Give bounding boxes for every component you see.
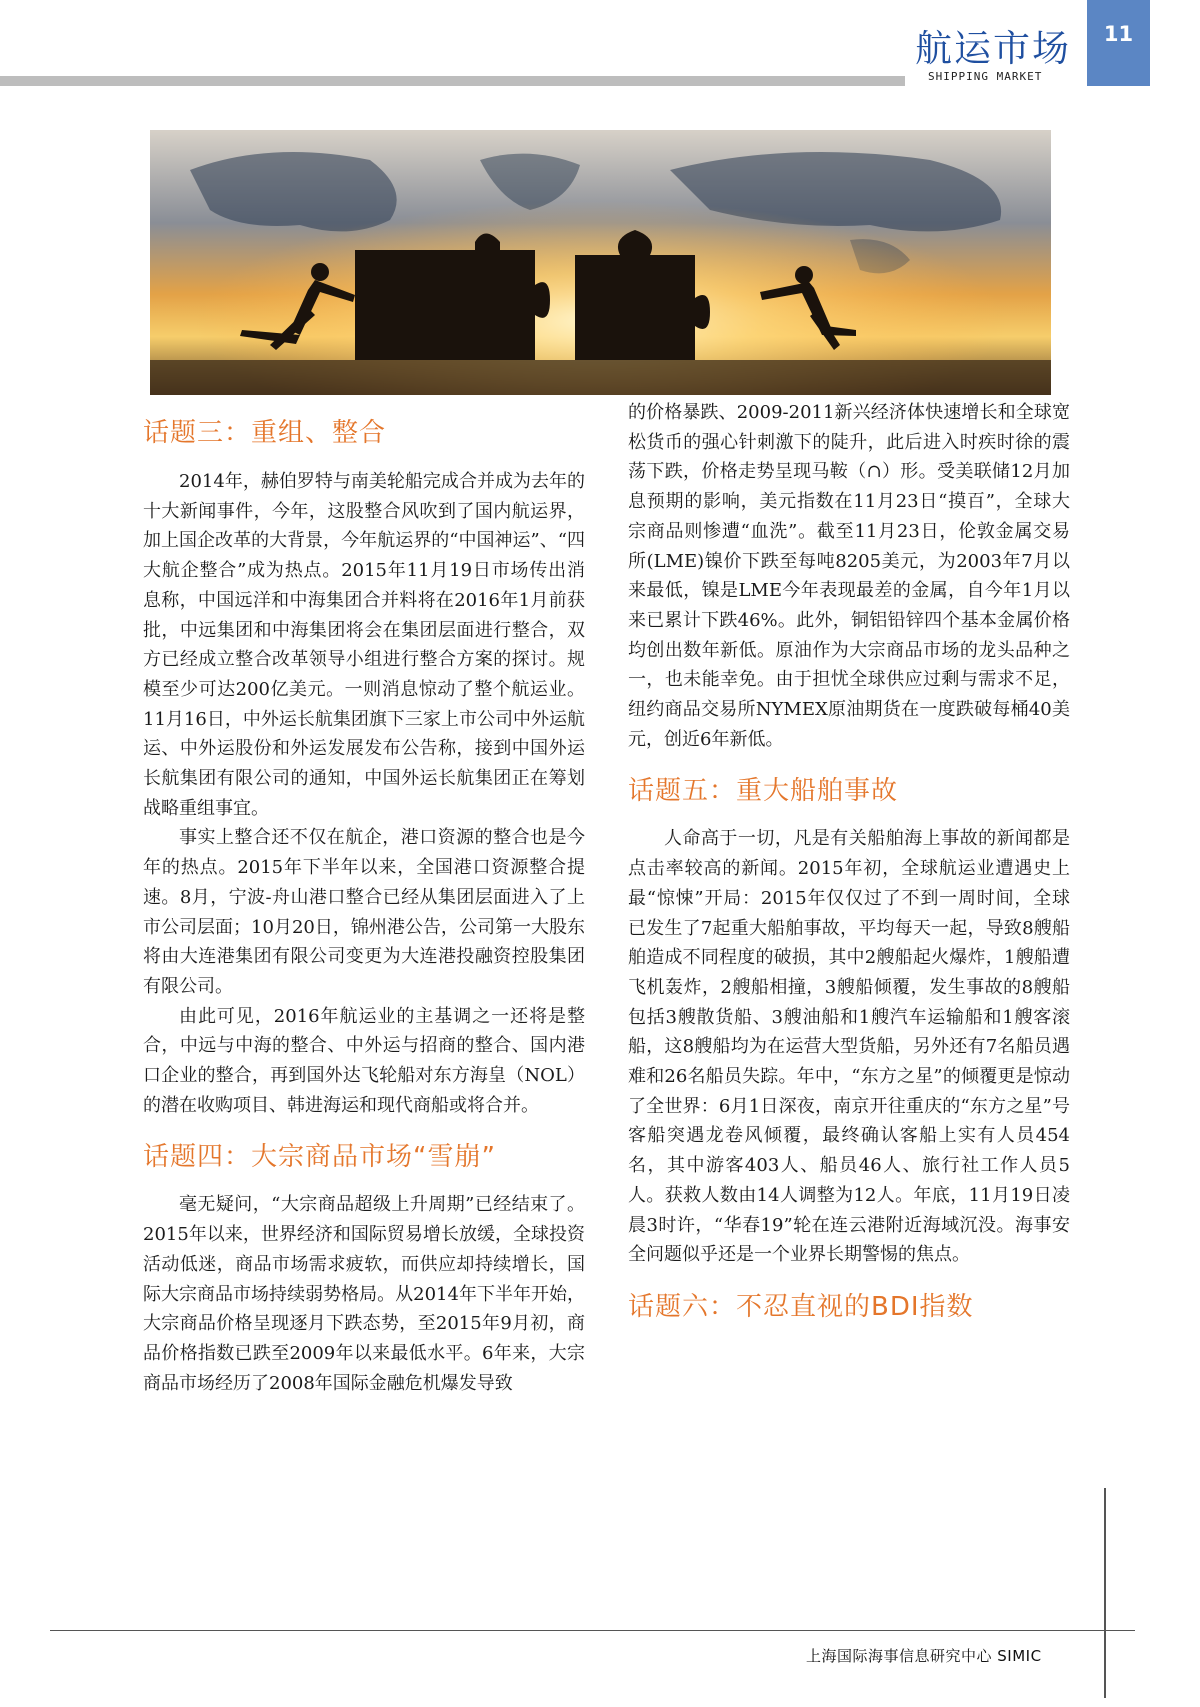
page-number-badge: 11 <box>1087 0 1150 86</box>
header-rule <box>0 76 905 86</box>
topic3-paragraph: 事实上整合还不仅在航企，港口资源的整合也是今年的热点。2015年下半年以来，全国港口资源整合提速。8月，宁波-舟山港口整合已经从集团层面进入了上市公司层面；10月20日，锦州港公告，公司第一大股东将由大连港集团有限公司变更为大连港投融资控股集团有限公司。 <box>143 827 585 997</box>
hero-image <box>150 130 1051 395</box>
topic5-paragraph: 人命高于一切，凡是有关船舶海上事故的新闻都是点击率较高的新闻。2015年初，全球航运业遭遇史上最“惊悚”开局：2015年仅仅过了不到一周时间，全球已发生了7起重大船舶事故，平均每天一起，导致8艘船舶造成不同程度的破损，其中2艘船起火爆炸，1艘船遭飞机轰炸，2艘船相撞，3艘船倾覆，发生事故的8艘船包括3艘散货船、3艘油船和1艘汽车运输船和1艘客滚船，这8艘船均为在运营大型货船，另外还有7名船员遇难和26名船员失踪。年中，“东方之星”的倾覆更是惊动了全世界：6月1日深夜，南京开往重庆的“东方之星”号客船突遇龙卷风倾覆，最终确认客船上实有人员454名，其中游客403人、船员46人、旅行社工作人员5人。获救人数由14人调整为12人。年底，11月19日凌晨3时许，“华春19”轮在连云港附近海域沉没。海事安全问题似乎还是一个业界长期警惕的焦点。 <box>628 828 1070 1266</box>
footer-rule <box>50 1630 1135 1631</box>
section-title: 航运市场 <box>915 27 1071 70</box>
footer-publisher: 上海国际海事信息研究中心 SIMIC <box>806 1647 1042 1665</box>
topic3-paragraph: 2014年，赫伯罗特与南美轮船完成合并成为去年的十大新闻事件，今年，这股整合风吹到了国内航运界，加上国企改革的大背景，今年航运界的“中国神运”、“四大航企整合”成为热点。2015年11月19日市场传出消息称，中国远洋和中海集团合并料将在2016年1月前获批，中远集团和中海集团将会在集团层面进行整合，双方已经成立整合改革领导小组进行整合方案的探讨。规模至少可达200亿美元。一则消息惊动了整个航运业。11月16日，中外运长航集团旗下三家上市公司中外运航运、中外运股份和外运发展发布公告称，接到中国外运长航集团有限公司的通知，中国外运长航集团正在筹划战略重组事宜。 <box>143 471 585 819</box>
topic4-paragraph: 毫无疑问，“大宗商品超级上升周期”已经结束了。2015年以来，世界经济和国际贸易增长放缓，全球投资活动低迷，商品市场需求疲软，而供应却持续增长，国际大宗商品市场持续弱势格局。从2014年下半年开始，大宗商品价格呈现逐月下跌态势，至2015年9月初，商品价格指数已跌至2009年以来最低水平。6年来，大宗商品市场经历了2008年国际金融危机爆发导致 <box>143 1194 585 1394</box>
section-subtitle: SHIPPING MARKET <box>928 70 1043 83</box>
topic3-heading: 话题三：重组、整合 <box>143 418 387 448</box>
topic3-paragraph: 由此可见，2016年航运业的主基调之一还将是整合，中远与中海的整合、中外运与招商的整合、国内港口企业的整合，再到国外达飞轮船对东方海皇（NOL）的潜在收购项目、韩进海运和现代商船或将合并。 <box>143 1005 585 1116</box>
topic6-heading: 话题六：不忍直视的BDI指数 <box>628 1291 974 1322</box>
topic4-heading: 话题四：大宗商品市场“雪崩” <box>143 1142 496 1173</box>
footer-vertical-rule <box>1104 1488 1106 1698</box>
left-column <box>143 405 585 1398</box>
right-column <box>628 398 1070 1340</box>
topic5-heading: 话题五：重大船舶事故 <box>628 776 899 807</box>
topic4-paragraph-continued: 的价格暴跌、2009-2011新兴经济体快速增长和全球宽松货币的强心针刺激下的陡升，此后进入时疾时徐的震荡下跌，价格走势呈现马鞍（∩）形。受美联储12月加息预期的影响，美元指数在11月23日“摸百”，全球大宗商品则惨遭“血洗”。截至11月23日，伦敦金属交易所(LME)镍价下跌至每吨8205美元，为2003年7月以来最低，镍是LME今年表现最差的金属，自今年1月以来已累计下跌46%。此外，铜铝铅锌四个基本金属价格均创出数年新低。原油作为大宗商品市场的龙头品种之一，也未能幸免。由于担忧全球供应过剩与需求不足，纽约商品交易所NYMEX原油期货在一度跌破每桶40美元，创近6年新低。 <box>628 402 1070 750</box>
